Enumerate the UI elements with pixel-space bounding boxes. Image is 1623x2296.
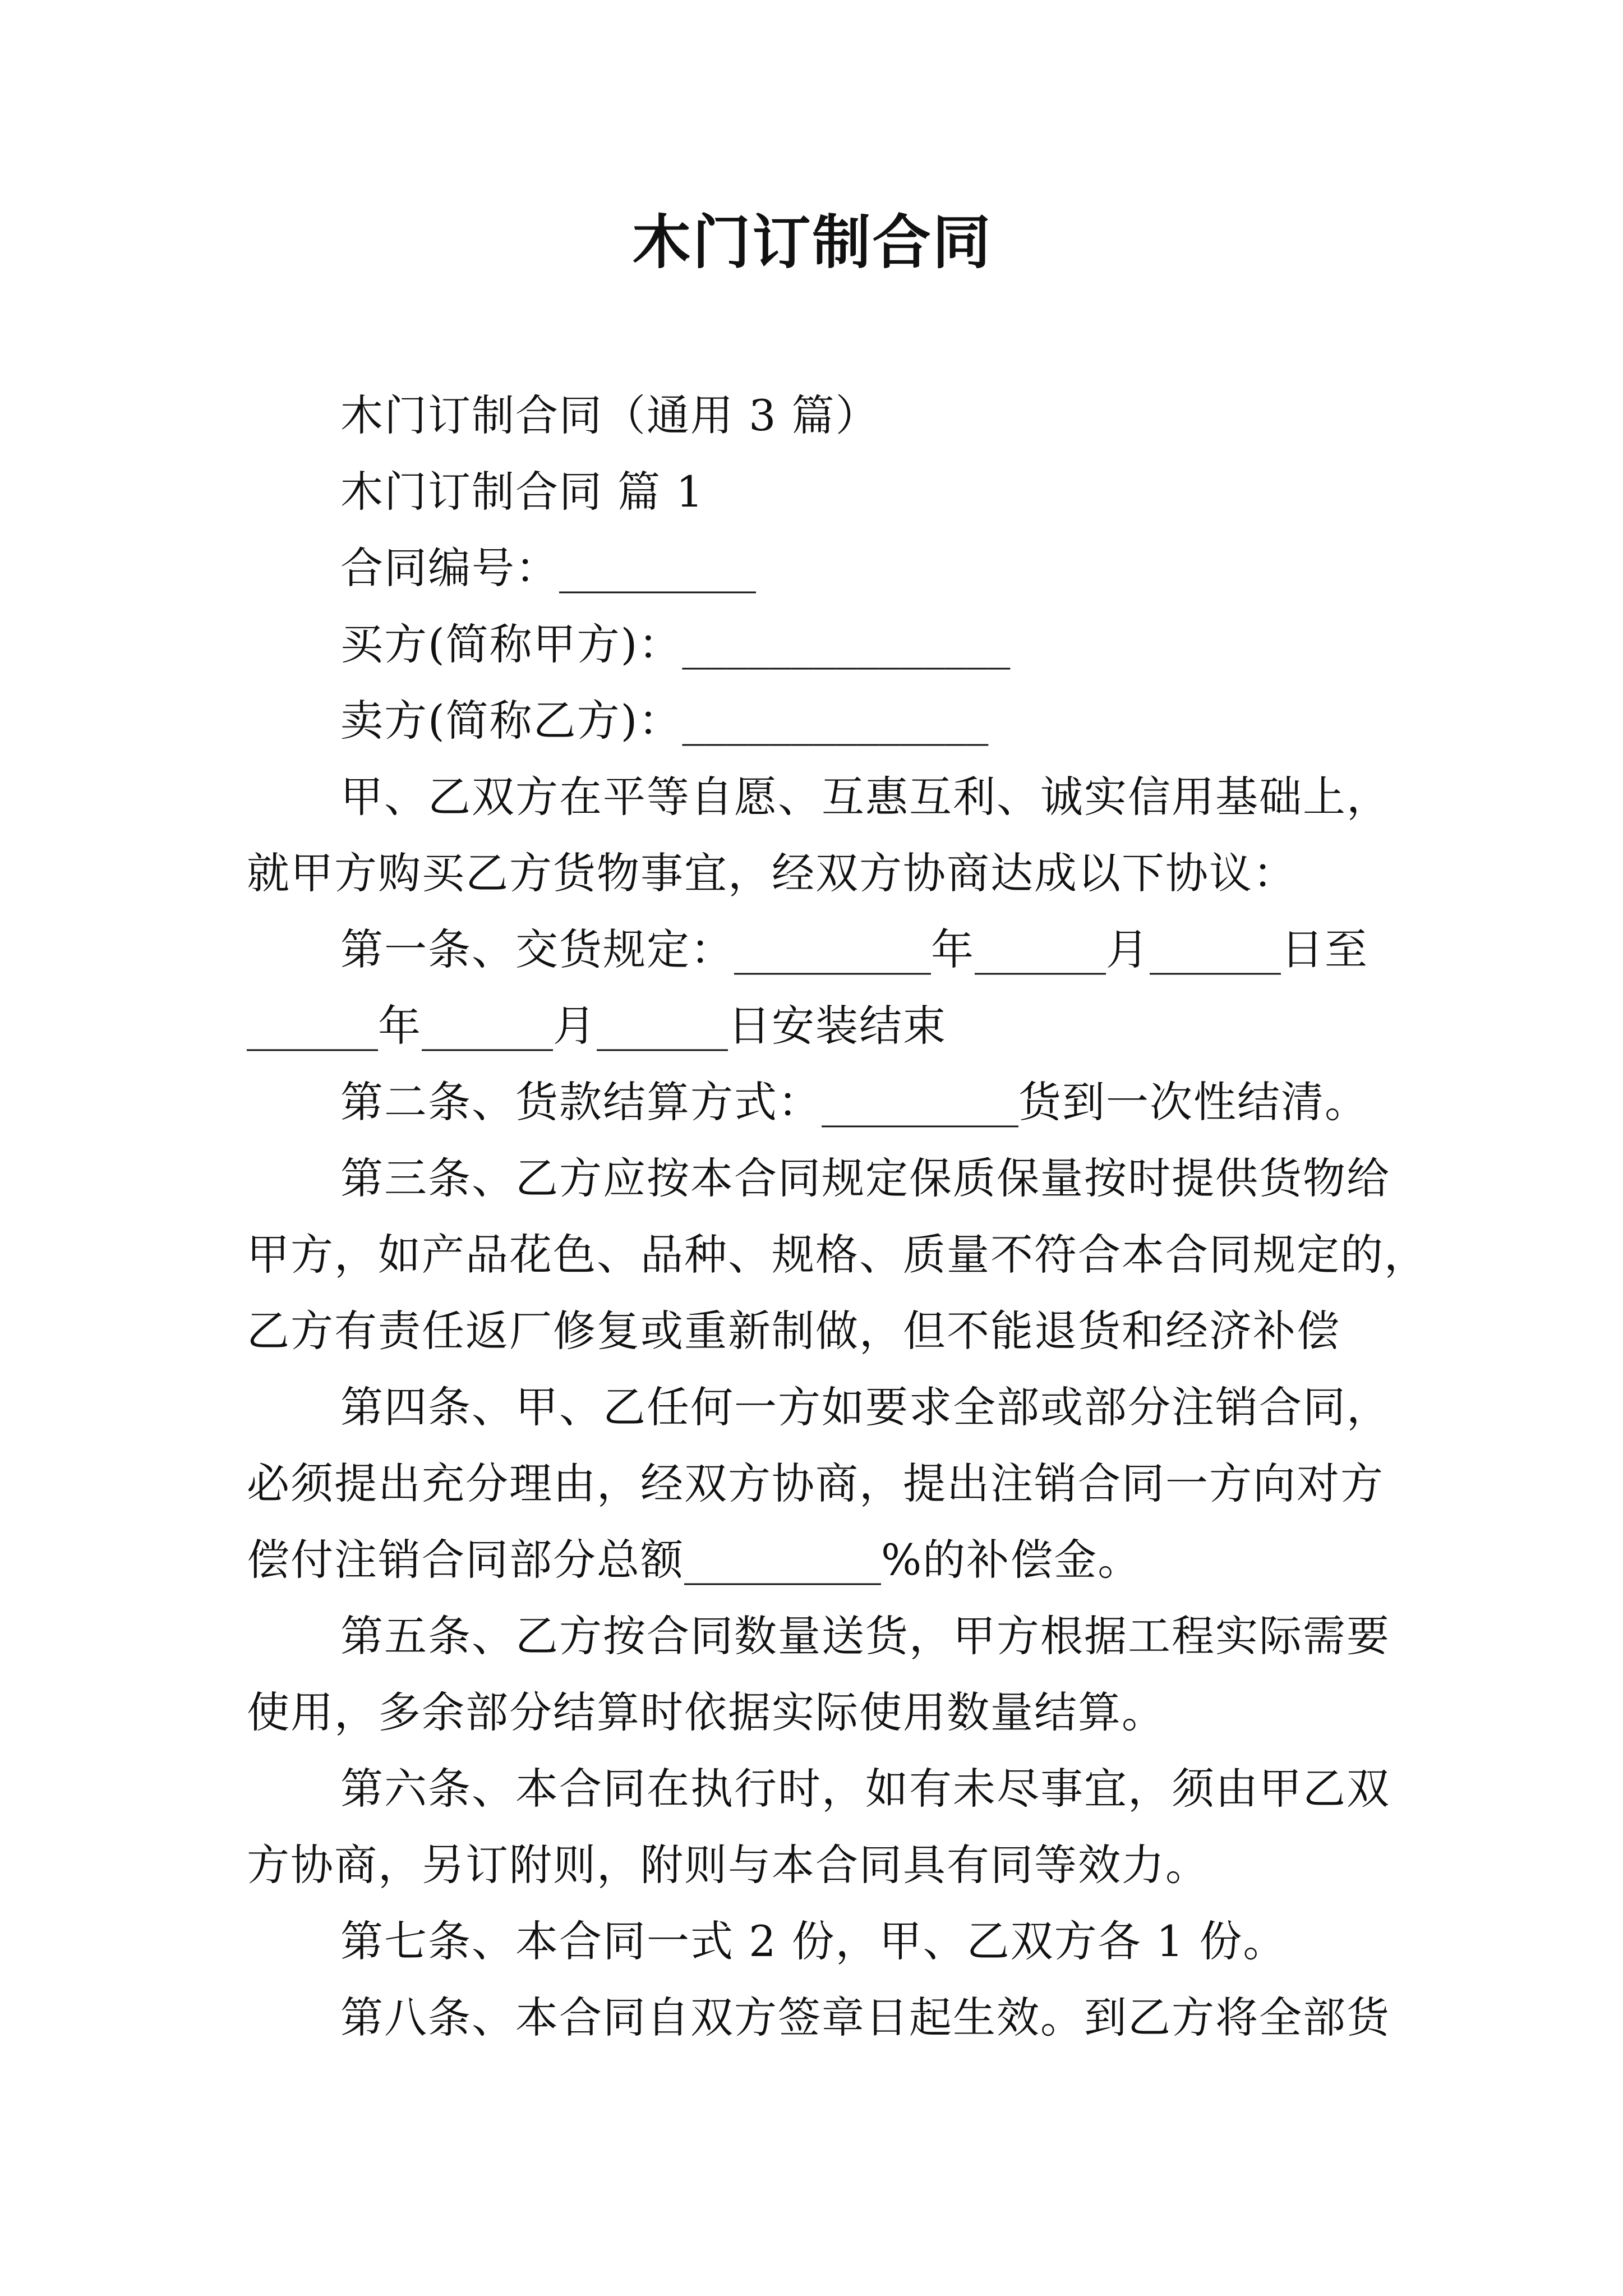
document-body	[0, 378, 1623, 2056]
line-text: 第四条、甲、乙任何一方如要求全部或部分注销合同，	[340, 1382, 1390, 1432]
field-label: 卖方(简称乙方)：	[340, 696, 683, 746]
preamble-line	[0, 759, 1623, 835]
buyer-field	[0, 606, 1623, 683]
clause-4-line	[0, 1369, 1623, 1446]
clause-4-line	[0, 1446, 1623, 1522]
clause-3-line	[0, 1217, 1623, 1293]
line-text: 日安装结束	[728, 1001, 947, 1051]
line-text: 年	[931, 924, 975, 974]
part-heading	[0, 454, 1623, 530]
line-text: 第三条、乙方应按本合同规定保质保量按时提供货物给	[340, 1153, 1390, 1203]
clause-6-line	[0, 1827, 1623, 1903]
line-text: 甲、乙双方在平等自愿、互惠互利、诚实信用基础上，	[340, 772, 1390, 822]
line-text: 使用，多余部分结算时依据实际使用数量结算。	[247, 1687, 1165, 1737]
blank-field: _________	[822, 1077, 1018, 1128]
line-text: 月	[1106, 924, 1150, 974]
blank-field: _________	[734, 924, 931, 975]
line-text: 必须提出充分理由，经双方协商，提出注销合同一方向对方	[247, 1458, 1384, 1508]
blank-field: ______	[247, 1001, 378, 1051]
line-text: 第六条、本合同在执行时，如有未尽事宜，须由甲乙双	[340, 1764, 1390, 1814]
contract-number-field	[0, 530, 1623, 606]
clause-5-line	[0, 1598, 1623, 1674]
line-text: 甲方，如产品花色、品种、规格、质量不符合本合同规定的，	[247, 1230, 1428, 1280]
clause-7-line	[0, 1903, 1623, 1980]
clause-6-line	[0, 1751, 1623, 1827]
field-label: 合同编号：	[340, 543, 559, 593]
blank-field: ______	[597, 1001, 728, 1051]
document-subtitle	[0, 378, 1623, 454]
line-text: 第八条、本合同自双方签章日起生效。到乙方将全部货	[340, 1993, 1390, 2042]
line-text: 就甲方购买乙方货物事宜，经双方协商达成以下协议：	[247, 848, 1297, 898]
line-text: 日至	[1281, 924, 1368, 974]
clause-3-line	[0, 1293, 1623, 1369]
line-text: 第五条、乙方按合同数量送货，甲方根据工程实际需要	[340, 1611, 1390, 1661]
blank-field: _______________	[682, 619, 1011, 670]
line-text: 货到一次性结清。	[1018, 1077, 1368, 1127]
clause-5-line	[0, 1674, 1623, 1751]
line-text: 木门订制合同（通用 3 篇）	[340, 390, 879, 440]
document-title: 木门订制合同	[632, 208, 993, 277]
line-text: %的补偿金。	[881, 1535, 1142, 1585]
blank-field: ______	[422, 1001, 553, 1051]
line-text: 方协商，另订附则，附则与本合同具有同等效力。	[247, 1840, 1209, 1890]
seller-field	[0, 683, 1623, 759]
preamble-line	[0, 835, 1623, 912]
line-text: 乙方有责任返厂修复或重新制做，但不能退货和经济补偿	[247, 1306, 1340, 1356]
line-text: 第一条、交货规定：	[340, 924, 734, 974]
blank-field: ______________	[682, 696, 989, 746]
clause-1-line	[0, 912, 1623, 988]
clause-8-line	[0, 1980, 1623, 2056]
line-text: 月	[553, 1001, 597, 1051]
clause-2-line	[0, 1064, 1623, 1140]
line-text: 第二条、货款结算方式：	[340, 1077, 822, 1127]
clause-1-line	[0, 988, 1623, 1064]
field-label: 买方(简称甲方)：	[340, 619, 683, 669]
line-text: 年	[378, 1001, 422, 1051]
clause-4-line	[0, 1522, 1623, 1598]
line-text: 偿付注销合同部分总额	[247, 1535, 684, 1585]
blank-field: _________	[684, 1535, 881, 1585]
line-text: 第七条、本合同一式 2 份，甲、乙双方各 1 份。	[340, 1916, 1287, 1966]
clause-3-line	[0, 1140, 1623, 1217]
blank-field: ______	[975, 924, 1106, 975]
blank-field: ______	[1150, 924, 1281, 975]
blank-field: _________	[559, 543, 756, 593]
line-text: 木门订制合同 篇 1	[340, 467, 704, 517]
